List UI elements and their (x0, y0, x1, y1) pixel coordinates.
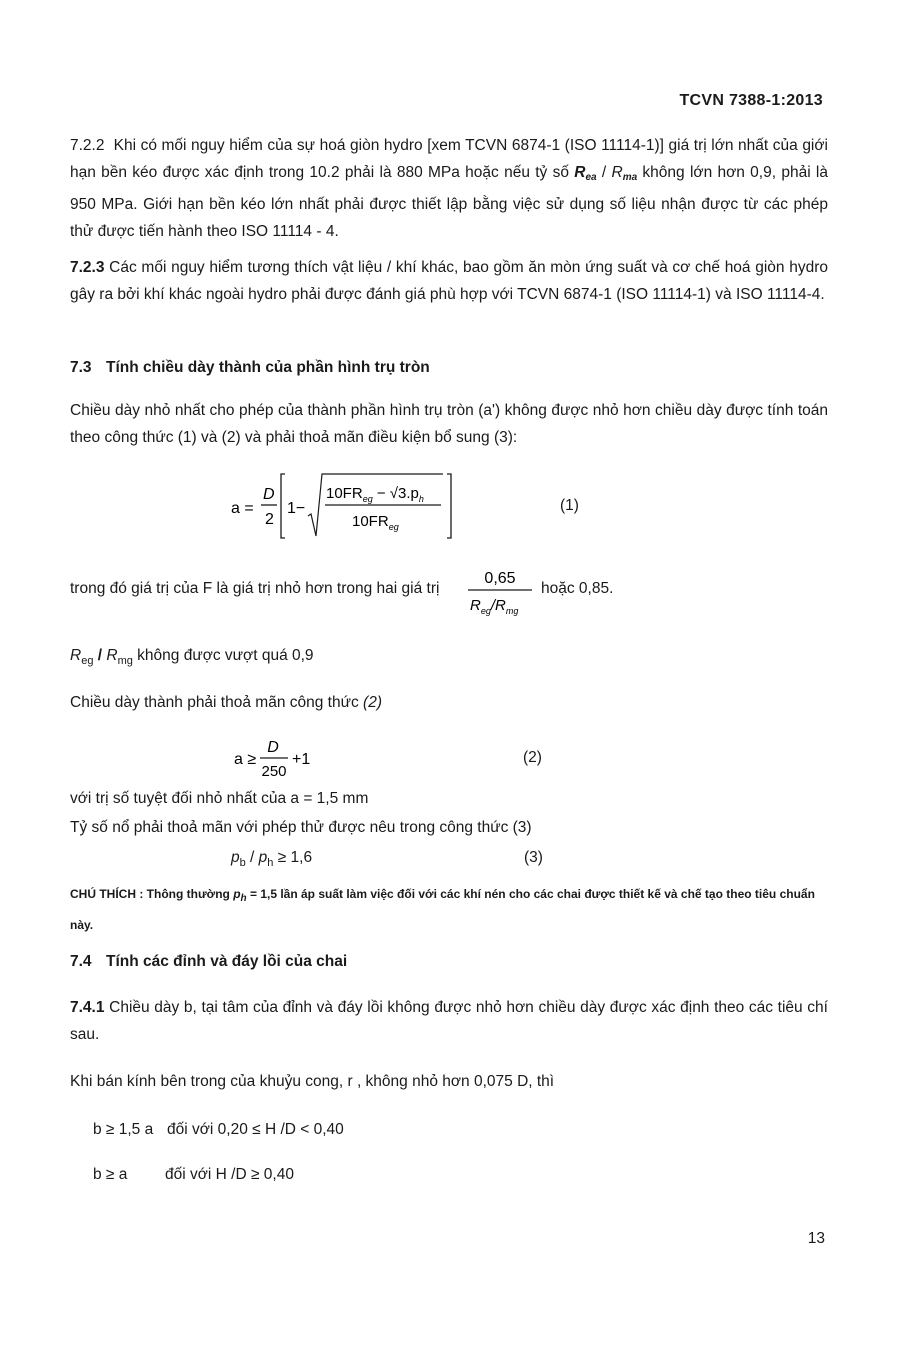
section-title: Tính các đỉnh và đáy lồi của chai (106, 953, 348, 970)
equation-number-1: (1) (560, 497, 579, 514)
fraction-numerator: 0,65 (484, 570, 516, 587)
eq1-lhs: a = (231, 500, 254, 517)
paragraph-7-2-2 (70, 132, 828, 245)
wall-thickness-line (70, 694, 382, 712)
f-definition-text: trong đó giá trị của F là giá trị nhỏ hơn trong hai giá trị (70, 580, 440, 597)
section-intro: Chiều dày nhỏ nhất cho phép của thành phần hình trụ tròn (a') không được nhỏ hơn chiều dày được tính toán theo công thức (1) và (2) và phải thoả mãn điều kiện bổ sung (3): (70, 402, 828, 446)
symbol-r: R (574, 164, 586, 181)
section-number: 7.3 (70, 359, 92, 376)
eq2-plus: +1 (292, 751, 311, 768)
section-number: 7.4 (70, 953, 92, 970)
clause-number: 7.4.1 (70, 999, 105, 1016)
eq3-rest: ≥ 1,6 (273, 849, 313, 866)
section-title: Tính chiều dày thành của phần hình trụ tròn (106, 359, 430, 376)
clause-number: 7.2.2 (70, 137, 105, 154)
eq2-lhs: a ≥ (234, 751, 257, 768)
fraction-denominator: $R_{eg}/R_{mg}$ (470, 597, 519, 616)
note-label: CHÚ THÍCH : Thông thường (70, 887, 234, 901)
symbol-sub: h (267, 857, 274, 869)
condition-1-rhs: đối với 0,20 ≤ H /D < 0,40 (167, 1121, 344, 1138)
eq1-one-minus: 1− (287, 500, 306, 517)
symbol-r: R (106, 647, 118, 664)
radius-condition-line: Khi bán kính bên trong của khuỷu cong, r , không nhỏ hơn 0,075 D, thì (70, 1073, 555, 1090)
ratio-limit-line (70, 647, 314, 667)
wall-thickness-text: Chiều dày thành phải thoả mãn công thức (70, 694, 364, 711)
condition-2-rhs: đối với H /D ≥ 0,40 (165, 1166, 294, 1183)
paragraph-7-4-1 (70, 994, 828, 1048)
symbol-p: p (231, 849, 240, 866)
eq1-denominator: $10FR_{eg}$ (352, 513, 399, 532)
symbol-r: R (611, 164, 623, 181)
equation-number-3: (3) (524, 849, 543, 866)
f-ratio-fraction (464, 564, 536, 620)
document-code: TCVN 7388-1:2013 (679, 92, 823, 109)
symbol-sub: mg (117, 655, 133, 667)
right-bracket (447, 474, 451, 538)
eq2-denominator: 250 (261, 763, 287, 780)
absolute-minimum-line: với trị số tuyệt đối nhỏ nhất của a = 1,5 mm (70, 790, 369, 807)
clause-text: Chiều dày b, tại tâm của đỉnh và đáy lồi không được nhỏ hơn chiều dày được xác định theo các tiêu chí sau. (70, 999, 828, 1043)
paragraph-7-2-3 (70, 254, 828, 308)
formula-ref: (2) (363, 694, 382, 711)
equation-number-2: (2) (523, 749, 542, 766)
symbol-r: R (70, 647, 82, 664)
slash: / (596, 164, 612, 181)
symbol-p: p (258, 849, 268, 866)
left-bracket (281, 474, 285, 538)
burst-ratio-line: Tỷ số nổ phải thoả mãn với phép thử được nêu trong công thức (3) (70, 819, 532, 836)
condition-2-lhs: b ≥ a (93, 1166, 128, 1183)
slash: / (93, 647, 107, 664)
symbol-sub: ma (622, 172, 638, 183)
symbol-sub: b (239, 857, 246, 869)
section-heading-7-4 (70, 948, 828, 975)
note-text: = 1,5 lần áp suất làm việc đối với các khí nén cho các chai được thiết kế và chế tạo theo tiêu chuẩn này. (70, 887, 815, 932)
symbol-sub: ea (585, 172, 597, 183)
note (70, 881, 828, 939)
equation-1 (225, 468, 465, 548)
eq2-numerator: D (267, 739, 279, 756)
symbol-sub: eg (81, 655, 94, 667)
symbol-p: p (233, 887, 241, 901)
f-definition-tail: hoặc 0,85. (541, 580, 614, 597)
condition-1-lhs: b ≥ 1,5 a (93, 1121, 154, 1138)
clause-number: 7.2.3 (70, 259, 105, 276)
equation-3 (231, 849, 312, 869)
eq1-d: D (263, 486, 275, 503)
slash: / (245, 849, 259, 866)
eq1-two: 2 (265, 511, 274, 528)
clause-text-a: Khi có mối nguy hiểm của sự hoá giòn hydro [xem TCVN 6874-1 (ISO 11114-1)] giá trị lớn nhất của giới hạn bền kéo được xác định trong 10.2 phải là 880 MPa hoặc nếu tỷ số (70, 137, 828, 181)
page-number: 13 (807, 1230, 825, 1247)
equation-2 (228, 735, 328, 785)
ratio-limit-text: không được vượt quá 0,9 (132, 647, 314, 664)
section-heading-7-3 (70, 354, 828, 381)
clause-text: Các mối nguy hiểm tương thích vật liệu / khí khác, bao gồm ăn mòn ứng suất và cơ chế hoá giòn hydro gây ra bởi khí khác ngoài hydro phải được đánh giá phù hợp với TCVN 6874-1 (ISO 11114-1) và ISO 11114-4. (70, 259, 828, 303)
clause-text-b: không lớn hơn 0,9, phải là 950 MPa. Giới hạn bền kéo lớn nhất phải được thiết lập bằng việc sử dụng số liệu nhận được từ các phép thử được tiến hành theo ISO 11114 - 4. (70, 164, 828, 240)
symbol-sub: h (240, 893, 247, 904)
eq1-numerator: $10FR_{eg} - √3.p_h$ (326, 485, 424, 504)
